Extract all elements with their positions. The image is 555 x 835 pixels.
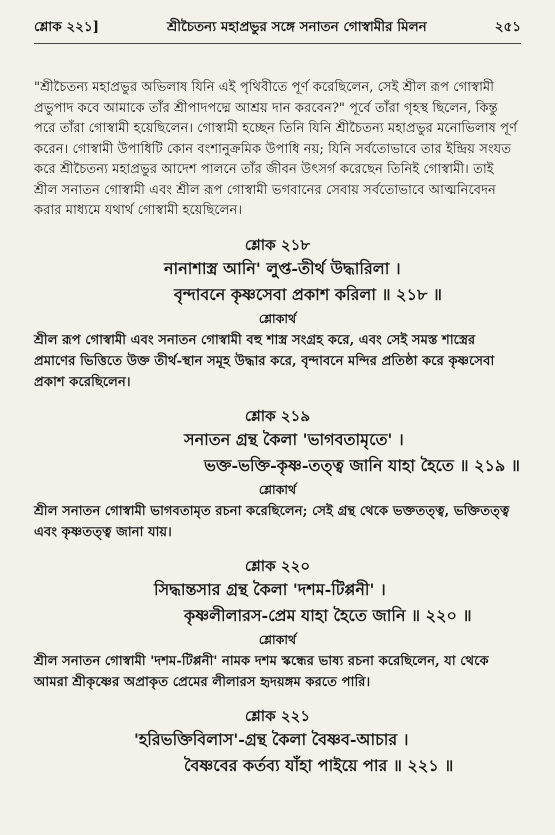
verse-line-1: নানাশাস্ত্র আনি' লুপ্ত-তীর্থ উদ্ধারিলা । (164, 258, 401, 278)
running-header (34, 16, 521, 44)
verse-block (34, 705, 521, 779)
chapter-title: শ্রীচৈতন্য মহাপ্রভুর সঙ্গে সনাতন গোস্বামীর মিলন (167, 19, 427, 35)
verse-block (34, 405, 521, 543)
verse-heading: শ্লোক ২২১ (244, 706, 311, 725)
page-number: ২৫১ (494, 19, 521, 35)
purport-paragraph: "শ্রীচৈতন্য মহাপ্রভুর অভিলাষ যিনি এই পৃথিবীতে পূর্ণ করেছিলেন, সেই শ্রীল রূপ গোস্বামী প্রভুপাদ কবে আমাকে তাঁর শ্রীপাদপদ্মে আশ্রয় দান করবেন?" পূর্বে তাঁরা গৃহস্থ ছিলেন, কিন্তু পরে তাঁরা গোস্বামী হয়েছিলেন। গোস্বামী হচ্ছেন তিনি যিনি শ্রীচৈতন্য মহাপ্রভুর মনোভিলাষ পূর্ণ করেন। গোস্বামী উপাধিটি কোন বংশানুক্রমিক উপাধি নয়; যিনি সর্বতোভাবে তার ইন্দ্রিয় সংযত করে শ্রীচৈতন্য মহাপ্রভুর আদেশ পালনে তাঁর জীবন উৎসর্গ করেছেন তিনিই গোস্বামী। তাই শ্রীল সনাতন গোস্বামী এবং শ্রীল রূপ গোস্বামী ভগবানের সেবায় সর্বতোভাবে আত্মনিবেদন করার মাধ্যমে যথার্থ গোস্বামী হয়েছিলেন। (34, 80, 518, 218)
verse-line-2: কৃষ্ণলীলারস-প্রেম যাহা হৈতে জানি ॥ ২২০ ॥ (184, 605, 472, 625)
verse-heading: শ্লোক ২২০ (244, 556, 311, 575)
translation-label: শ্লোকার্থ (258, 481, 297, 497)
verse-block (34, 234, 521, 393)
verse-line-2: বৃন্দাবনে কৃষ্ণসেবা প্রকাশ করিলা ॥ ২১৮ ॥ (174, 284, 442, 304)
translation-text: শ্রীল সনাতন গোস্বামী ভাগবতামৃত রচনা করেছিলেন; সেই গ্রন্থ থেকে ভক্ততত্ত্ব, ভক্তিতত্ত্ব এবং কৃষ্ণতত্ত্ব জানা যায়। (34, 503, 510, 540)
verse-heading: শ্লোক ২১৮ (244, 235, 311, 254)
verse-line-1: 'হরিভক্তিবিলাস'-গ্রন্থ কৈলা বৈষ্ণব-আচার । (134, 729, 409, 749)
verse-line-2: ভক্ত-ভক্তি-কৃষ্ণ-তত্ত্ব জানি যাহা হৈতে ॥ ২১৯ ॥ (204, 455, 520, 475)
verse-line-2: বৈষ্ণবের কর্তব্য যাঁহা পাইয়ে পার ॥ ২২১ ॥ (184, 755, 454, 775)
translation-text: শ্রীল সনাতন গোস্বামী 'দশম-টিপ্পনী' নামক দশম স্কন্ধের ভাষ্য রচনা করেছিলেন, যা থেকে আমরা শ্রীকৃষ্ণের অপ্রাকৃত প্রেমের লীলারস হৃদয়ঙ্গম করতে পারি। (34, 653, 489, 690)
translation-label: শ্লোকার্থ (258, 631, 297, 647)
verse-block (34, 555, 521, 693)
verse-heading: শ্লোক ২১৯ (244, 406, 311, 425)
header-verse-ref: শ্লোক ২২১] (34, 19, 100, 35)
verse-line-1: সনাতন গ্রন্থ কৈলা 'ভাগবতামৃতে' । (184, 429, 404, 449)
translation-text: শ্রীল রূপ গোস্বামী এবং সনাতন গোস্বামী বহু শাস্ত্র সংগ্রহ করে, এবং সেই সমস্ত শাস্ত্রের প্রমাণের ভিত্তিতে উক্ত তীর্থ-স্থান সমূহ উদ্ধার করে, বৃন্দাবনে মন্দির প্রতিষ্ঠা করে কৃষ্ণসেবা প্রকাশ করেছিলেন। (34, 332, 495, 390)
verse-line-1: সিদ্ধান্তসার গ্রন্থ কৈলা 'দশম-টিপ্পনী' । (154, 579, 386, 599)
translation-label: শ্লোকার্থ (258, 310, 297, 326)
